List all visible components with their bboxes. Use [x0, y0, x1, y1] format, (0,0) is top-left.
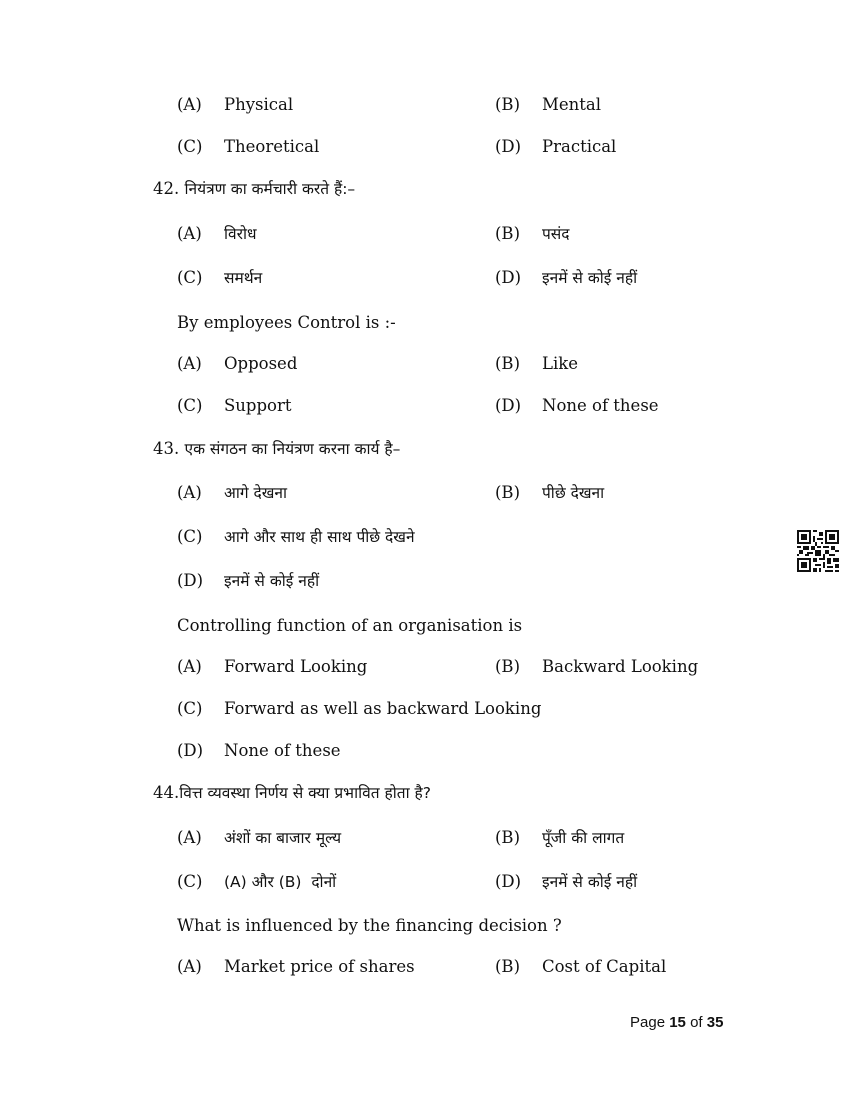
qr-code-icon	[797, 530, 839, 572]
option-label: (C)	[177, 268, 203, 287]
option-label: (A)	[177, 224, 202, 243]
option-label: (B)	[495, 95, 520, 114]
option-label: (C)	[177, 872, 203, 891]
q42-english-question: By employees Control is :-	[177, 313, 396, 332]
option-label: (B)	[495, 224, 520, 243]
option-text: Market price of shares	[224, 957, 415, 976]
option-label: (A)	[177, 657, 202, 676]
option-label: (D)	[177, 571, 204, 590]
option-label: (A)	[177, 95, 202, 114]
option-text: Support	[224, 396, 292, 415]
option-label: (A)	[177, 828, 202, 847]
option-text: Theoretical	[224, 137, 320, 156]
option-text: इनमें से कोई नहीं	[542, 269, 638, 287]
question-number: 44.	[153, 783, 180, 802]
option-label: (C)	[177, 137, 203, 156]
option-text: आगे और साथ ही साथ पीछे देखने	[224, 528, 415, 546]
question-text: वित्त व्यवस्था निर्णय से क्या प्रभावित होता है?	[179, 784, 431, 802]
option-label: (B)	[495, 957, 520, 976]
option-label: (B)	[495, 657, 520, 676]
q44-english-question: What is influenced by the financing decision ?	[177, 916, 562, 935]
q44-hindi-question	[153, 781, 431, 805]
option-label: (C)	[177, 699, 203, 718]
q43-english-question: Controlling function of an organisation is	[177, 616, 523, 635]
option-text: Practical	[542, 137, 617, 156]
option-text: पीछे देखना	[542, 484, 605, 502]
question-text: नियंत्रण का कर्मचारी करते हैं:–	[184, 180, 356, 198]
option-label: (A)	[177, 354, 202, 373]
option-text: None of these	[224, 741, 341, 760]
option-label: (D)	[495, 396, 522, 415]
option-label: (D)	[495, 137, 522, 156]
option-text: इनमें से कोई नहीं	[224, 572, 320, 590]
q42-hindi-question	[153, 177, 355, 201]
option-label: (D)	[495, 268, 522, 287]
option-text: अंशों का बाजार मूल्य	[224, 829, 342, 847]
option-text: आगे देखना	[224, 484, 288, 502]
option-text: Physical	[224, 95, 294, 114]
option-label: (D)	[177, 741, 204, 760]
option-text: विरोध	[224, 225, 257, 243]
option-label: (B)	[495, 354, 520, 373]
option-text: Forward as well as backward Looking	[224, 699, 542, 718]
option-label: (D)	[495, 872, 522, 891]
option-label: (A)	[177, 483, 202, 502]
option-text: पसंद	[542, 225, 570, 243]
question-number: 42.	[153, 179, 180, 198]
option-label: (B)	[495, 828, 520, 847]
option-text: पूँजी की लागत	[542, 829, 625, 847]
option-text: Backward Looking	[542, 657, 699, 676]
option-text: (A) और (B) दोनों	[224, 873, 337, 891]
page-number-footer	[630, 1014, 723, 1031]
option-label: (C)	[177, 527, 203, 546]
option-label: (A)	[177, 957, 202, 976]
of-word: of	[690, 1014, 703, 1031]
option-label: (C)	[177, 396, 203, 415]
option-text: Forward Looking	[224, 657, 368, 676]
q43-hindi-question	[153, 437, 400, 461]
option-text: Mental	[542, 95, 602, 114]
total-pages: 35	[706, 1014, 724, 1031]
page-word: Page	[630, 1014, 666, 1031]
option-text: Cost of Capital	[542, 957, 667, 976]
option-text: इनमें से कोई नहीं	[542, 873, 638, 891]
option-text: None of these	[542, 396, 659, 415]
option-text: Like	[542, 354, 578, 373]
question-number: 43.	[153, 439, 180, 458]
option-text: Opposed	[224, 354, 298, 373]
option-text: समर्थन	[224, 269, 263, 287]
current-page: 15	[669, 1014, 686, 1031]
question-text: एक संगठन का नियंत्रण करना कार्य है–	[184, 440, 401, 458]
option-label: (B)	[495, 483, 520, 502]
